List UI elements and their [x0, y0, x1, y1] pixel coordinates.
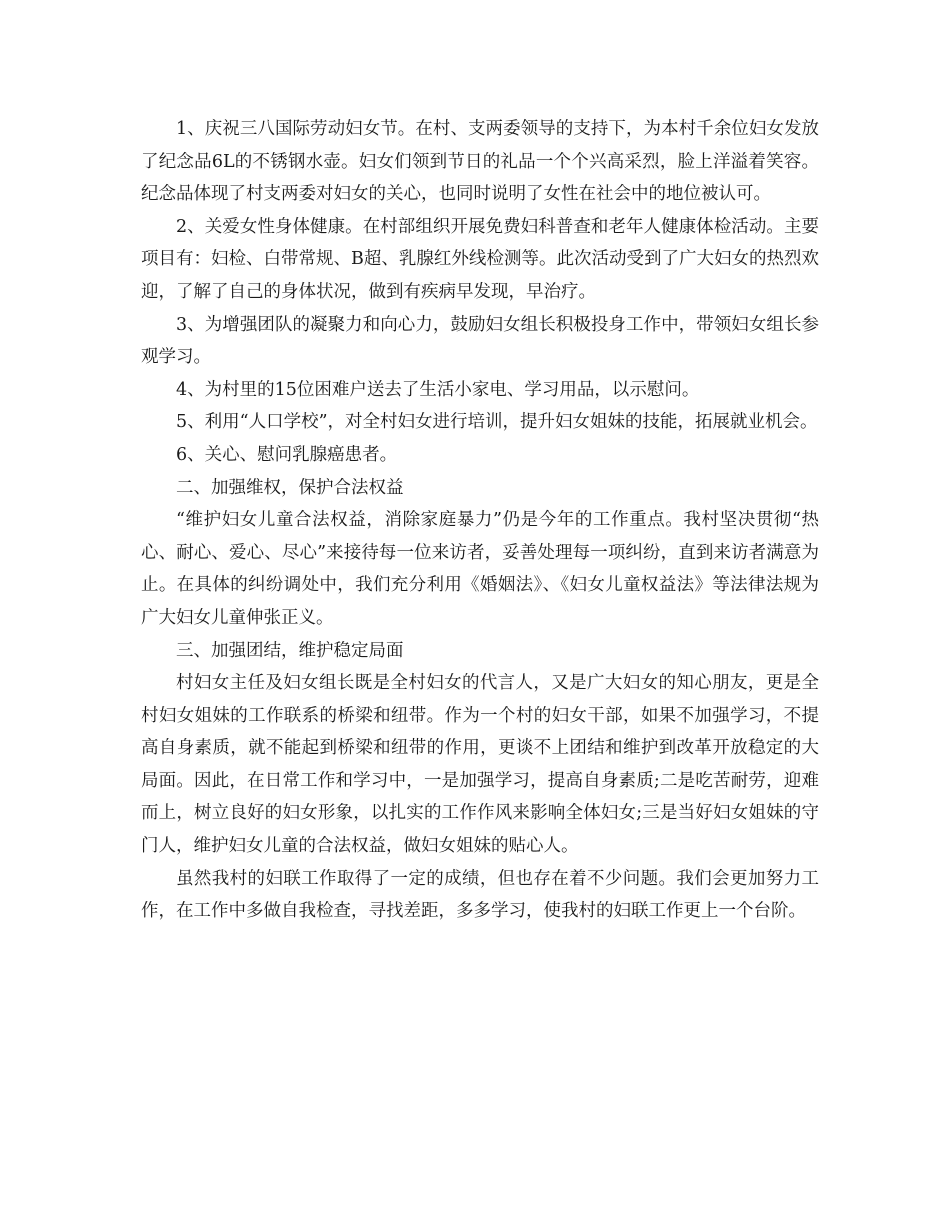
paragraph-condolence: 4、为村里的15位困难户送去了生活小家电、学习用品，以示慰问。 [176, 379, 700, 400]
paragraph-celebration: 1、庆祝三八国际劳动妇女节。在村、支两委领导的支持下，为本村千余位妇女发放了纪念品6L的不锈钢水壶。妇女们领到节日的礼品一个个兴高采烈，脸上洋溢着笑容。纪念品体现了村支两委对妇女的关心，也同时说明了女性在社会中的地位被认可。 [141, 119, 819, 205]
paragraph-unity: 村妇女主任及妇女组长既是全村妇女的代言人，又是广大妇女的知心朋友，更是全村妇女姐妹的工作联系的桥梁和纽带。作为一个村的妇女干部，如果不加强学习，不提高自身素质，就不能起到桥梁和纽带的作用，更谈不上团结和维护到改革开放稳定的大局面。因此，在日常工作和学习中，一是加强学习，提高自身素质;二是吃苦耐劳，迎难而上，树立良好的妇女形象，以扎实的工作作风来影响全体妇女;三是当好妇女姐妹的守门人，维护妇女儿童的合法权益，做妇女姐妹的贴心人。 [141, 673, 819, 857]
paragraph-team: 3、为增强团队的凝聚力和向心力，鼓励妇女组长积极投身工作中，带领妇女组长参观学习。 [141, 314, 819, 368]
paragraph-cancer-care: 6、关心、慰问乳腺癌患者。 [176, 444, 398, 465]
document-body [141, 113, 819, 928]
section-heading-rights: 二、加强维权，保护合法权益 [176, 477, 404, 498]
paragraph-health: 2、关爱女性身体健康。在村部组织开展免费妇科普查和老年人健康体检活动。主要项目有：妇检、白带常规、B超、乳腺红外线检测等。此次活动受到了广大妇女的热烈欢迎，了解了自己的身体状况，做到有疾病早发现，早治疗。 [141, 216, 819, 302]
paragraph-conclusion: 虽然我村的妇联工作取得了一定的成绩，但也存在着不少问题。我们会更加努力工作，在工作中多做自我检查，寻找差距，多多学习，使我村的妇联工作更上一个台阶。 [141, 868, 819, 922]
paragraph-rights: “维护妇女儿童合法权益，消除家庭暴力”仍是今年的工作重点。我村坚决贯彻“热心、耐心、爱心、尽心”来接待每一位来访者，妥善处理每一项纠纷，直到来访者满意为止。在具体的纠纷调处中，我们充分利用《婚姻法》、《妇女儿童权益法》等法律法规为广大妇女儿童伸张正义。 [141, 510, 819, 628]
paragraph-training: 5、利用“人口学校”，对全村妇女进行培训，提升妇女姐妹的技能，拓展就业机会。 [176, 412, 818, 433]
section-heading-unity: 三、加强团结，维护稳定局面 [176, 640, 404, 661]
